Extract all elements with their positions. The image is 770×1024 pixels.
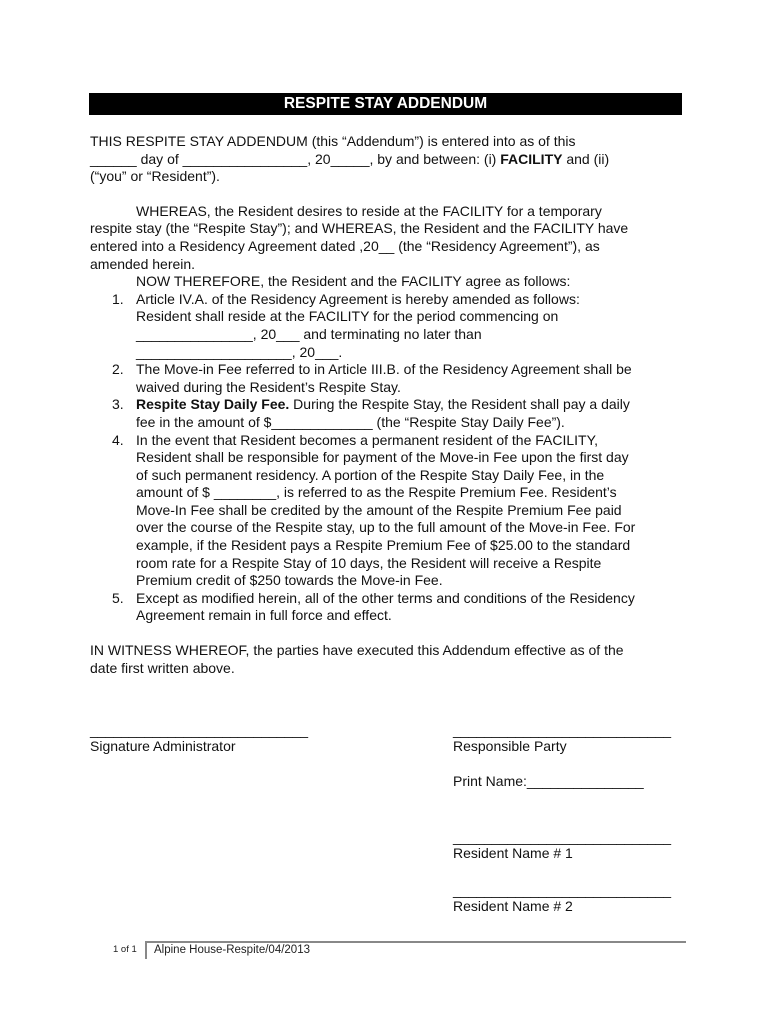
intro-line-2-post: and (ii) — [562, 150, 610, 167]
list-item-number: 4. — [112, 431, 124, 448]
resident-2-signature-line[interactable]: ____________________________ — [453, 882, 672, 898]
list-item-line: ____________________, 20___. — [136, 343, 343, 360]
whereas-line-4: amended herein. — [90, 255, 196, 272]
intro-line-3: (“you” or “Resident”). — [90, 168, 220, 185]
page-number: 1 of 1 — [113, 944, 137, 955]
list-item-line-rest: During the Respite Stay, the Resident shall pay a daily — [289, 396, 630, 413]
whereas-paragraph — [90, 203, 690, 273]
intro-paragraph — [90, 133, 690, 186]
whereas-line-2: respite stay (the “Respite Stay”); and WHEREAS, the Resident and the FACILITY have — [90, 220, 629, 237]
responsible-party-signature-line[interactable]: ____________________________ — [453, 722, 672, 738]
list-item-line: In the event that Resident becomes a permanent resident of the FACILITY, — [136, 431, 599, 448]
intro-line-2 — [90, 151, 690, 169]
witness-paragraph — [90, 642, 690, 677]
list-item-line: Resident shall reside at the FACILITY for the period commencing on — [136, 308, 559, 325]
list-item-line: of such permanent residency. A portion of the Respite Stay Daily Fee, in the — [136, 466, 605, 483]
print-name-field[interactable]: Print Name:_______________ — [453, 773, 644, 789]
list-item-line: over the course of the Respite stay, up to the full amount of the Move-in Fee. For — [136, 519, 636, 536]
now-therefore: NOW THEREFORE, the Resident and the FACILITY agree as follows: — [136, 273, 571, 290]
footer-text: Alpine House-Respite/04/2013 — [154, 944, 310, 956]
footer-divider — [145, 941, 147, 959]
administrator-signature-label: Signature Administrator — [90, 738, 236, 754]
resident-1-label: Resident Name # 1 — [453, 845, 573, 861]
list-item-line: Article IV.A. of the Residency Agreement is hereby amended as follows: — [136, 290, 580, 307]
whereas-line-3: entered into a Residency Agreement dated ,20__ (the “Residency Agreement”), as — [90, 237, 600, 254]
intro-line-1: THIS RESPITE STAY ADDENDUM (this “Addendum”) is entered into as of this — [90, 133, 576, 149]
list-item-line: waived during the Resident’s Respite Stay. — [136, 378, 401, 395]
list-item-line: amount of $ ________, is referred to as the Respite Premium Fee. Resident’s — [136, 484, 617, 501]
list-item-line: example, if the Resident pays a Respite Premium Fee of $25.00 to the standard — [136, 537, 631, 554]
list-item-line: fee in the amount of $_____________ (the “Respite Stay Daily Fee”). — [136, 413, 565, 430]
resident-1-signature-line[interactable]: ____________________________ — [453, 829, 672, 845]
witness-line-1: IN WITNESS WHEREOF, the parties have executed this Addendum effective as of the — [90, 642, 624, 659]
list-item-number: 2. — [112, 361, 124, 378]
administrator-signature-line[interactable]: ____________________________ — [90, 722, 309, 738]
list-item — [90, 432, 690, 590]
witness-line-2: date first written above. — [90, 659, 235, 676]
list-item — [90, 361, 690, 396]
list-item — [90, 291, 690, 361]
list-item-line — [136, 396, 690, 414]
list-item-line: The Move-in Fee referred to in Article III.B. of the Residency Agreement shall be — [136, 361, 632, 378]
document-body — [90, 133, 690, 677]
responsible-party-label: Responsible Party — [453, 738, 567, 754]
list-item-number: 3. — [112, 396, 124, 413]
document-title: RESPITE STAY ADDENDUM — [89, 93, 682, 115]
resident-2-label: Resident Name # 2 — [453, 898, 573, 914]
list-item-line: Resident shall be responsible for payment of the Move-in Fee upon the first day — [136, 449, 629, 466]
list-item-line: Premium credit of $250 towards the Move-in Fee. — [136, 572, 443, 589]
whereas-line-1: WHEREAS, the Resident desires to reside at the FACILITY for a temporary — [136, 202, 602, 219]
list-item-line: Agreement remain in full force and effect. — [136, 607, 392, 624]
list-item — [90, 396, 690, 431]
list-item — [90, 590, 690, 625]
intro-line-2-pre: ______ day of ________________, 20_____, by and between: (i) — [90, 150, 501, 167]
list-item-line: room rate for a Respite Stay of 10 days, the Resident will receive a Respite — [136, 554, 602, 571]
list-item-number: 1. — [112, 290, 124, 307]
list-item-line: Except as modified herein, all of the other terms and conditions of the Residency — [136, 589, 635, 606]
list-item-line: _______________, 20___ and terminating no later than — [136, 325, 482, 342]
list-item-number: 5. — [112, 589, 124, 606]
daily-fee-heading: Respite Stay Daily Fee. — [136, 396, 290, 413]
footer-rule — [146, 941, 686, 943]
list-item-line: Move-In Fee shall be credited by the amount of the Respite Premium Fee paid — [136, 501, 622, 518]
terms-list — [90, 291, 690, 625]
facility-label: FACILITY — [500, 150, 563, 167]
